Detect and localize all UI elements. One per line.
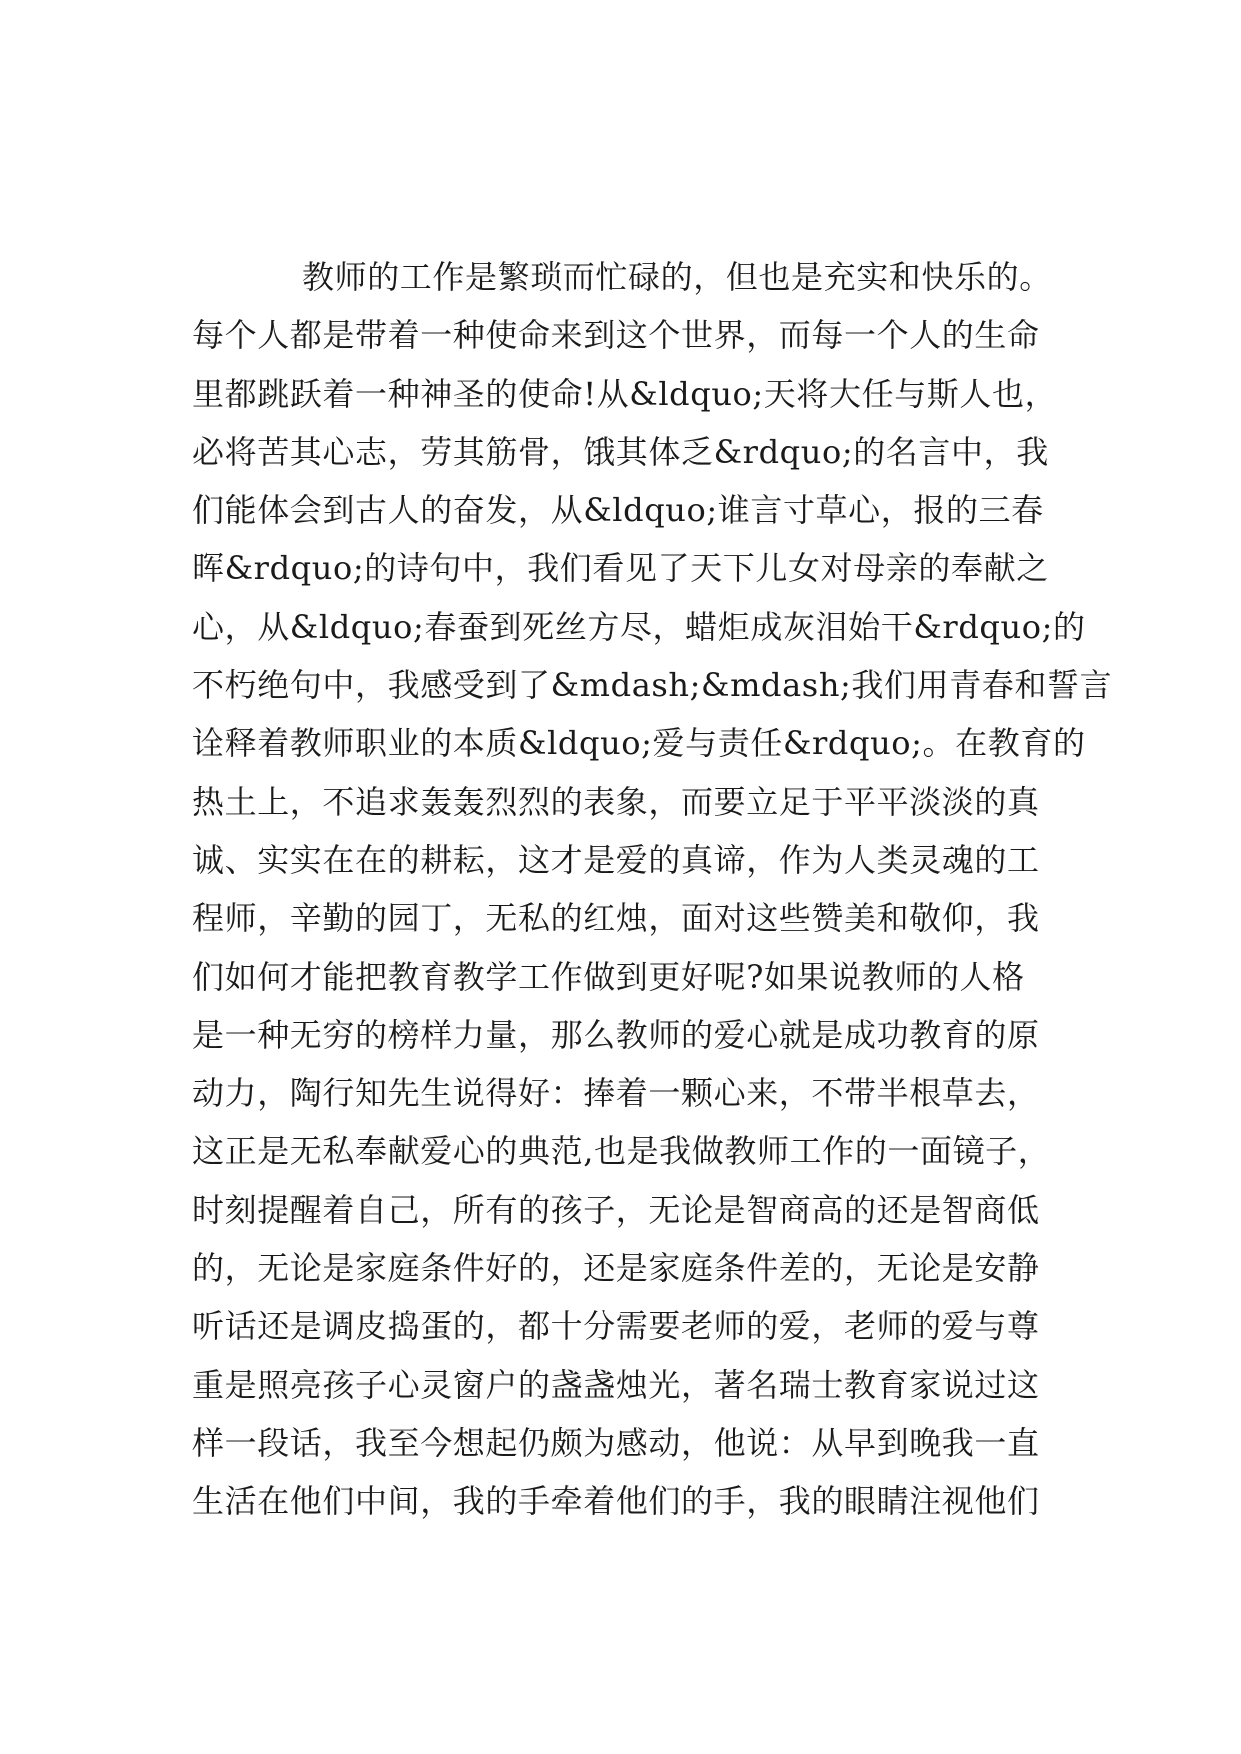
paragraph-line: 样一段话，我至今想起仍颇为感动，他说：从早到晚我一直: [192, 1423, 1040, 1462]
paragraph-line: 诠释着教师职业的本质&ldquo;爱与责任&rdquo;。在教育的: [192, 724, 1086, 763]
paragraph-line: 生活在他们中间，我的手牵着他们的手，我的眼睛注视他们: [192, 1482, 1040, 1521]
paragraph-line: 教师的工作是繁琐而忙碌的，但也是充实和快乐的。: [302, 258, 1052, 296]
paragraph-line: 诚、实实在在的耕耘，这才是爱的真谛，作为人类灵魂的工: [192, 840, 1040, 879]
paragraph-line: 重是照亮孩子心灵窗户的盏盏烛光，著名瑞士教育家说过这: [192, 1365, 1040, 1404]
paragraph-line: 心，从&ldquo;春蚕到死丝方尽，蜡炬成灰泪始干&rdquo;的: [192, 607, 1086, 646]
paragraph-line: 们能体会到古人的奋发，从&ldquo;谁言寸草心，报的三春: [192, 491, 1044, 530]
paragraph-line: 是一种无穷的榜样力量，那么教师的爱心就是成功教育的原: [192, 1015, 1040, 1054]
paragraph-line: 的，无论是家庭条件好的，还是家庭条件差的，无论是安静: [192, 1249, 1040, 1288]
paragraph-line: 晖&rdquo;的诗句中，我们看见了天下儿女对母亲的奉献之: [192, 549, 1049, 588]
paragraph-line: 这正是无私奉献爱心的典范,也是我做教师工作的一面镜子，: [192, 1132, 1051, 1171]
paragraph-line: 必将苦其心志，劳其筋骨，饿其体乏&rdquo;的名言中，我: [192, 432, 1049, 471]
paragraph-line: 时刻提醒着自己，所有的孩子，无论是智商高的还是智商低: [192, 1190, 1040, 1229]
paragraph-line: 里都跳跃着一种神圣的使命!从&ldquo;天将大任与斯人也，: [192, 374, 1058, 413]
paragraph-line: 听话还是调皮捣蛋的，都十分需要老师的爱，老师的爱与尊: [192, 1307, 1040, 1346]
paragraph-line: 不朽绝句中，我感受到了&mdash;&mdash;我们用青春和誓言: [192, 666, 1113, 705]
paragraph-line: 每个人都是带着一种使命来到这个世界，而每一个人的生命: [192, 316, 1040, 355]
paragraph-line: 程师，辛勤的园丁，无私的红烛，面对这些赞美和敬仰，我: [192, 899, 1040, 938]
body-paragraph: [192, 248, 1113, 1531]
paragraph-line: 动力，陶行知先生说得好：捧着一颗心来，不带半根草去，: [192, 1074, 1040, 1113]
paragraph-line: 们如何才能把教育教学工作做到更好呢?如果说教师的人格: [192, 957, 1025, 996]
paragraph-line: 热土上，不追求轰轰烈烈的表象，而要立足于平平淡淡的真: [192, 782, 1040, 821]
